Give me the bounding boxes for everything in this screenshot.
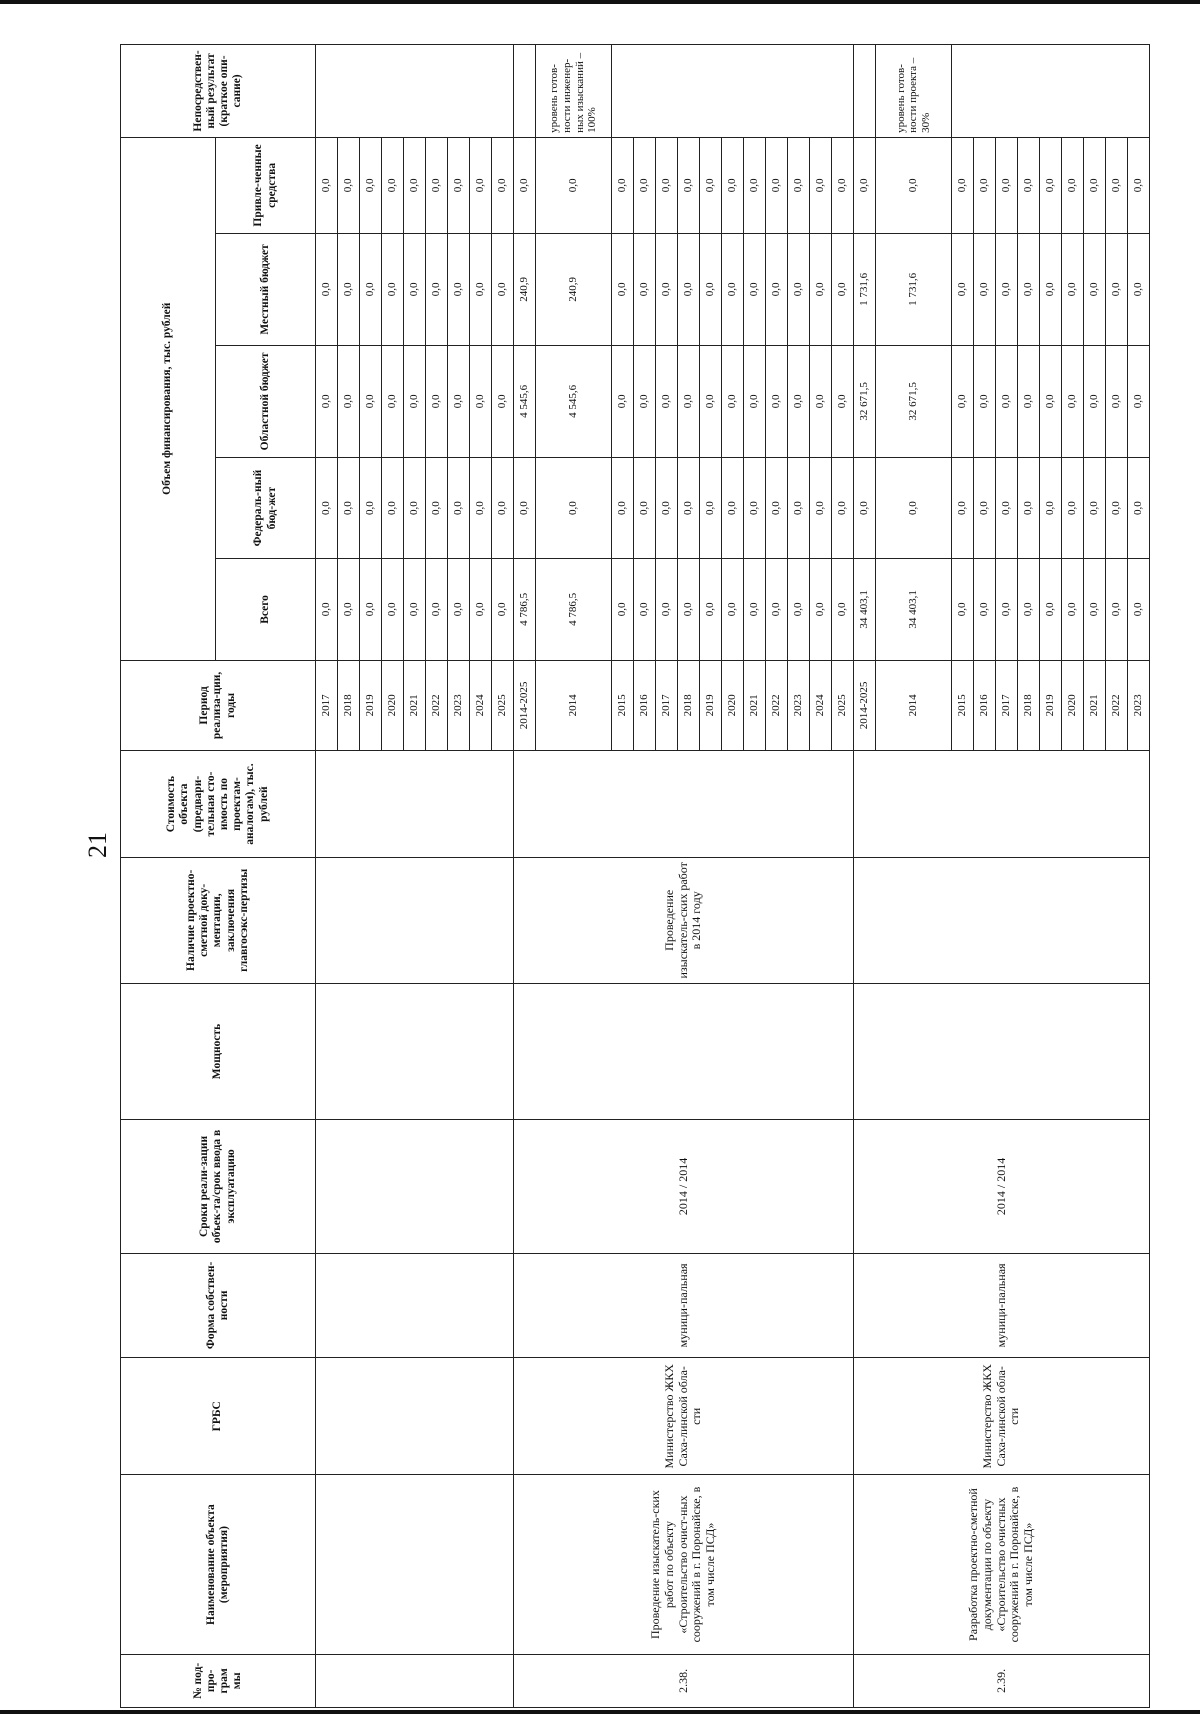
year-cell: 2014-2025 <box>514 660 536 751</box>
attracted-cell: 0,0 <box>1018 137 1040 233</box>
funding-table <box>120 44 1150 1708</box>
year-cell: 2014 <box>876 660 952 751</box>
local-cell: 0,0 <box>426 233 448 345</box>
federal-cell: 0,0 <box>426 457 448 558</box>
total-cell: 0,0 <box>634 559 656 660</box>
regional-cell: 0,0 <box>382 345 404 457</box>
total-cell: 0,0 <box>832 559 854 660</box>
local-cell: 0,0 <box>832 233 854 345</box>
regional-cell: 0,0 <box>832 345 854 457</box>
attracted-cell: 0,0 <box>382 137 404 233</box>
total-cell: 34 403,1 <box>854 559 876 660</box>
regional-cell: 32 671,5 <box>876 345 952 457</box>
federal-cell: 0,0 <box>492 457 514 558</box>
federal-cell: 0,0 <box>404 457 426 558</box>
year-cell: 2024 <box>470 660 492 751</box>
item-number: 2.39. <box>854 1654 1150 1707</box>
year-cell: 2014 <box>536 660 612 751</box>
federal-cell: 0,0 <box>810 457 832 558</box>
total-cell: 0,0 <box>448 559 470 660</box>
header-name: Наименование объекта (мероприятия) <box>121 1475 316 1654</box>
item-ownership: муници-пальная <box>514 1253 854 1358</box>
year-cell: 2025 <box>492 660 514 751</box>
local-cell: 0,0 <box>1062 233 1084 345</box>
prev-result-cell <box>316 45 514 138</box>
year-cell: 2020 <box>1062 660 1084 751</box>
scan-edge-top <box>0 0 1200 4</box>
local-cell: 0,0 <box>634 233 656 345</box>
federal-cell: 0,0 <box>1128 457 1150 558</box>
header-attracted: Привле-ченные средства <box>216 137 316 233</box>
local-cell: 0,0 <box>952 233 974 345</box>
year-cell: 2023 <box>1128 660 1150 751</box>
year-cell: 2022 <box>426 660 448 751</box>
prev-name-cell <box>316 1475 514 1654</box>
year-cell: 2021 <box>404 660 426 751</box>
header-period: Период реализа-ции, годы <box>121 660 316 751</box>
regional-cell: 0,0 <box>788 345 810 457</box>
regional-cell: 0,0 <box>722 345 744 457</box>
total-cell: 0,0 <box>952 559 974 660</box>
total-cell: 0,0 <box>656 559 678 660</box>
page-number: 21 <box>83 832 112 858</box>
local-cell: 0,0 <box>810 233 832 345</box>
item-capacity <box>854 983 1150 1120</box>
regional-cell: 0,0 <box>1062 345 1084 457</box>
total-cell: 4 786,5 <box>514 559 536 660</box>
total-cell: 0,0 <box>470 559 492 660</box>
regional-cell: 4 545,6 <box>536 345 612 457</box>
item-capacity <box>514 983 854 1120</box>
regional-cell: 0,0 <box>1018 345 1040 457</box>
local-cell: 0,0 <box>1040 233 1062 345</box>
local-cell: 0,0 <box>1084 233 1106 345</box>
year-cell: 2023 <box>448 660 470 751</box>
result-cell-empty <box>514 45 536 138</box>
federal-cell: 0,0 <box>952 457 974 558</box>
year-cell: 2022 <box>1106 660 1128 751</box>
year-cell: 2018 <box>678 660 700 751</box>
federal-cell: 0,0 <box>634 457 656 558</box>
attracted-cell: 0,0 <box>1040 137 1062 233</box>
attracted-cell: 0,0 <box>744 137 766 233</box>
federal-cell: 0,0 <box>678 457 700 558</box>
local-cell: 1 731,6 <box>876 233 952 345</box>
federal-cell: 0,0 <box>854 457 876 558</box>
federal-cell: 0,0 <box>974 457 996 558</box>
attracted-cell: 0,0 <box>426 137 448 233</box>
item-name: Проведение изыскатель-ских работ по объекту «Строительство очист-ных сооружений в г. Поронайске, в том числе ПСД» <box>514 1475 854 1654</box>
attracted-cell: 0,0 <box>360 137 382 233</box>
attracted-cell: 0,0 <box>832 137 854 233</box>
federal-cell: 0,0 <box>1062 457 1084 558</box>
table-row <box>514 45 536 1708</box>
rotated-page <box>120 44 1145 1708</box>
attracted-cell: 0,0 <box>952 137 974 233</box>
local-cell: 0,0 <box>678 233 700 345</box>
item-terms: 2014 / 2014 <box>854 1120 1150 1253</box>
regional-cell: 4 545,6 <box>514 345 536 457</box>
header-ownership: Форма собствен-ности <box>121 1253 316 1358</box>
total-cell: 0,0 <box>1106 559 1128 660</box>
local-cell: 0,0 <box>448 233 470 345</box>
federal-cell: 0,0 <box>536 457 612 558</box>
year-cell: 2018 <box>1018 660 1040 751</box>
item-docs: Проведение изыскатель-ских работ в 2014 году <box>514 857 854 983</box>
item-cost <box>514 751 854 858</box>
federal-cell: 0,0 <box>788 457 810 558</box>
attracted-cell: 0,0 <box>338 137 360 233</box>
year-cell: 2020 <box>722 660 744 751</box>
year-cell: 2017 <box>656 660 678 751</box>
regional-cell: 0,0 <box>448 345 470 457</box>
header-total: Всего <box>216 559 316 660</box>
federal-cell: 0,0 <box>470 457 492 558</box>
regional-cell: 0,0 <box>492 345 514 457</box>
year-cell: 2018 <box>338 660 360 751</box>
regional-cell: 0,0 <box>1106 345 1128 457</box>
regional-cell: 0,0 <box>360 345 382 457</box>
local-cell: 0,0 <box>382 233 404 345</box>
local-cell: 0,0 <box>974 233 996 345</box>
total-cell: 0,0 <box>404 559 426 660</box>
header-funding: Объем финансирования, тыс. рублей <box>121 137 216 660</box>
year-cell: 2015 <box>952 660 974 751</box>
regional-cell: 32 671,5 <box>854 345 876 457</box>
total-cell: 0,0 <box>810 559 832 660</box>
attracted-cell: 0,0 <box>404 137 426 233</box>
regional-cell: 0,0 <box>766 345 788 457</box>
attracted-cell: 0,0 <box>470 137 492 233</box>
header-cost: Стоимость объекта (предвари-тельная сто-имость по проектам-аналогам), тыс. рублей <box>121 751 316 858</box>
local-cell: 0,0 <box>1128 233 1150 345</box>
prev-num-cell <box>316 1654 514 1707</box>
year-cell: 2015 <box>612 660 634 751</box>
federal-cell: 0,0 <box>514 457 536 558</box>
local-cell: 0,0 <box>656 233 678 345</box>
local-cell: 0,0 <box>1018 233 1040 345</box>
regional-cell: 0,0 <box>316 345 338 457</box>
federal-cell: 0,0 <box>766 457 788 558</box>
item-grbs: Министерство ЖКХ Саха-линской обла-сти <box>854 1358 1150 1475</box>
item-ownership: муници-пальная <box>854 1253 1150 1358</box>
item-terms: 2014 / 2014 <box>514 1120 854 1253</box>
attracted-cell: 0,0 <box>854 137 876 233</box>
federal-cell: 0,0 <box>1084 457 1106 558</box>
local-cell: 0,0 <box>700 233 722 345</box>
table-row <box>316 45 338 1708</box>
attracted-cell: 0,0 <box>1062 137 1084 233</box>
year-cell: 2025 <box>832 660 854 751</box>
federal-cell: 0,0 <box>448 457 470 558</box>
attracted-cell: 0,0 <box>656 137 678 233</box>
item-result: уровень готов-ности инженер-ных изысканий – 100% <box>536 45 612 138</box>
regional-cell: 0,0 <box>700 345 722 457</box>
scan-edge-bottom <box>0 1710 1200 1714</box>
prev-terms-cell <box>316 1120 514 1253</box>
federal-cell: 0,0 <box>722 457 744 558</box>
prev-grbs-cell <box>316 1358 514 1475</box>
attracted-cell: 0,0 <box>492 137 514 233</box>
local-cell: 0,0 <box>788 233 810 345</box>
attracted-cell: 0,0 <box>316 137 338 233</box>
table-row <box>854 45 876 1708</box>
attracted-cell: 0,0 <box>678 137 700 233</box>
total-cell: 0,0 <box>1062 559 1084 660</box>
regional-cell: 0,0 <box>656 345 678 457</box>
total-cell: 0,0 <box>1084 559 1106 660</box>
total-cell: 0,0 <box>338 559 360 660</box>
regional-cell: 0,0 <box>810 345 832 457</box>
regional-cell: 0,0 <box>426 345 448 457</box>
regional-cell: 0,0 <box>1084 345 1106 457</box>
regional-cell: 0,0 <box>974 345 996 457</box>
header-federal: Федераль-ный бюд-жет <box>216 457 316 558</box>
local-cell: 0,0 <box>612 233 634 345</box>
total-cell: 0,0 <box>700 559 722 660</box>
regional-cell: 0,0 <box>612 345 634 457</box>
year-cell: 2019 <box>700 660 722 751</box>
total-cell: 0,0 <box>492 559 514 660</box>
local-cell: 0,0 <box>766 233 788 345</box>
header-result: Непосредствен-ный результат (краткое опи-сание) <box>121 45 316 138</box>
attracted-cell: 0,0 <box>634 137 656 233</box>
header-terms: Сроки реали-зации объек-та/срок ввода в эксплуатацию <box>121 1120 316 1253</box>
local-cell: 0,0 <box>1106 233 1128 345</box>
federal-cell: 0,0 <box>382 457 404 558</box>
result-cell-empty <box>952 45 1150 138</box>
federal-cell: 0,0 <box>1018 457 1040 558</box>
prev-ownership-cell <box>316 1253 514 1358</box>
total-cell: 0,0 <box>996 559 1018 660</box>
regional-cell: 0,0 <box>634 345 656 457</box>
attracted-cell: 0,0 <box>700 137 722 233</box>
local-cell: 0,0 <box>404 233 426 345</box>
year-cell: 2024 <box>810 660 832 751</box>
attracted-cell: 0,0 <box>810 137 832 233</box>
year-cell: 2017 <box>316 660 338 751</box>
attracted-cell: 0,0 <box>766 137 788 233</box>
prev-capacity-cell <box>316 983 514 1120</box>
year-cell: 2016 <box>634 660 656 751</box>
federal-cell: 0,0 <box>832 457 854 558</box>
year-cell: 2021 <box>744 660 766 751</box>
regional-cell: 0,0 <box>470 345 492 457</box>
local-cell: 0,0 <box>996 233 1018 345</box>
local-cell: 0,0 <box>492 233 514 345</box>
header-grbs: ГРБС <box>121 1358 316 1475</box>
total-cell: 34 403,1 <box>876 559 952 660</box>
federal-cell: 0,0 <box>744 457 766 558</box>
local-cell: 0,0 <box>744 233 766 345</box>
year-cell: 2023 <box>788 660 810 751</box>
year-cell: 2021 <box>1084 660 1106 751</box>
federal-cell: 0,0 <box>1106 457 1128 558</box>
attracted-cell: 0,0 <box>1106 137 1128 233</box>
total-cell: 0,0 <box>1128 559 1150 660</box>
federal-cell: 0,0 <box>360 457 382 558</box>
result-cell-empty <box>612 45 854 138</box>
total-cell: 0,0 <box>744 559 766 660</box>
year-cell: 2020 <box>382 660 404 751</box>
local-cell: 240,9 <box>536 233 612 345</box>
regional-cell: 0,0 <box>996 345 1018 457</box>
total-cell: 0,0 <box>360 559 382 660</box>
total-cell: 4 786,5 <box>536 559 612 660</box>
local-cell: 0,0 <box>722 233 744 345</box>
header-capacity: Мощность <box>121 983 316 1120</box>
regional-cell: 0,0 <box>404 345 426 457</box>
header-regional: Областной бюджет <box>216 345 316 457</box>
total-cell: 0,0 <box>678 559 700 660</box>
header-num: № под-про-грам мы <box>121 1654 316 1707</box>
year-cell: 2017 <box>996 660 1018 751</box>
total-cell: 0,0 <box>722 559 744 660</box>
federal-cell: 0,0 <box>996 457 1018 558</box>
attracted-cell: 0,0 <box>1128 137 1150 233</box>
regional-cell: 0,0 <box>1128 345 1150 457</box>
total-cell: 0,0 <box>766 559 788 660</box>
header-docs: Наличие проектно-сметной доку-ментации, заключения главгосэкс-пертизы <box>121 857 316 983</box>
prev-cost-cell <box>316 751 514 858</box>
total-cell: 0,0 <box>1018 559 1040 660</box>
total-cell: 0,0 <box>788 559 810 660</box>
attracted-cell: 0,0 <box>996 137 1018 233</box>
item-number: 2.38. <box>514 1654 854 1707</box>
federal-cell: 0,0 <box>700 457 722 558</box>
attracted-cell: 0,0 <box>448 137 470 233</box>
year-cell: 2019 <box>1040 660 1062 751</box>
item-result: уровень готов-ности проекта – 30% <box>876 45 952 138</box>
local-cell: 240,9 <box>514 233 536 345</box>
total-cell: 0,0 <box>612 559 634 660</box>
item-docs <box>854 857 1150 983</box>
item-grbs: Министерство ЖКХ Саха-линской обла-сти <box>514 1358 854 1475</box>
header-local: Местный бюджет <box>216 233 316 345</box>
prev-docs-cell <box>316 857 514 983</box>
regional-cell: 0,0 <box>1040 345 1062 457</box>
year-cell: 2014-2025 <box>854 660 876 751</box>
attracted-cell: 0,0 <box>788 137 810 233</box>
total-cell: 0,0 <box>382 559 404 660</box>
federal-cell: 0,0 <box>876 457 952 558</box>
total-cell: 0,0 <box>316 559 338 660</box>
attracted-cell: 0,0 <box>974 137 996 233</box>
attracted-cell: 0,0 <box>722 137 744 233</box>
federal-cell: 0,0 <box>338 457 360 558</box>
federal-cell: 0,0 <box>1040 457 1062 558</box>
item-name: Разработка проектно-сметной документации по объекту «Строительство очистных сооружений в г. Поронайске, в том числе ПСД» <box>854 1475 1150 1654</box>
regional-cell: 0,0 <box>744 345 766 457</box>
year-cell: 2022 <box>766 660 788 751</box>
local-cell: 1 731,6 <box>854 233 876 345</box>
total-cell: 0,0 <box>974 559 996 660</box>
regional-cell: 0,0 <box>952 345 974 457</box>
attracted-cell: 0,0 <box>612 137 634 233</box>
total-cell: 0,0 <box>1040 559 1062 660</box>
federal-cell: 0,0 <box>316 457 338 558</box>
regional-cell: 0,0 <box>678 345 700 457</box>
year-cell: 2019 <box>360 660 382 751</box>
attracted-cell: 0,0 <box>876 137 952 233</box>
year-cell: 2016 <box>974 660 996 751</box>
local-cell: 0,0 <box>338 233 360 345</box>
federal-cell: 0,0 <box>656 457 678 558</box>
attracted-cell: 0,0 <box>536 137 612 233</box>
attracted-cell: 0,0 <box>514 137 536 233</box>
item-cost <box>854 751 1150 858</box>
total-cell: 0,0 <box>426 559 448 660</box>
local-cell: 0,0 <box>470 233 492 345</box>
federal-cell: 0,0 <box>612 457 634 558</box>
local-cell: 0,0 <box>360 233 382 345</box>
result-cell-empty <box>854 45 876 138</box>
attracted-cell: 0,0 <box>1084 137 1106 233</box>
regional-cell: 0,0 <box>338 345 360 457</box>
local-cell: 0,0 <box>316 233 338 345</box>
